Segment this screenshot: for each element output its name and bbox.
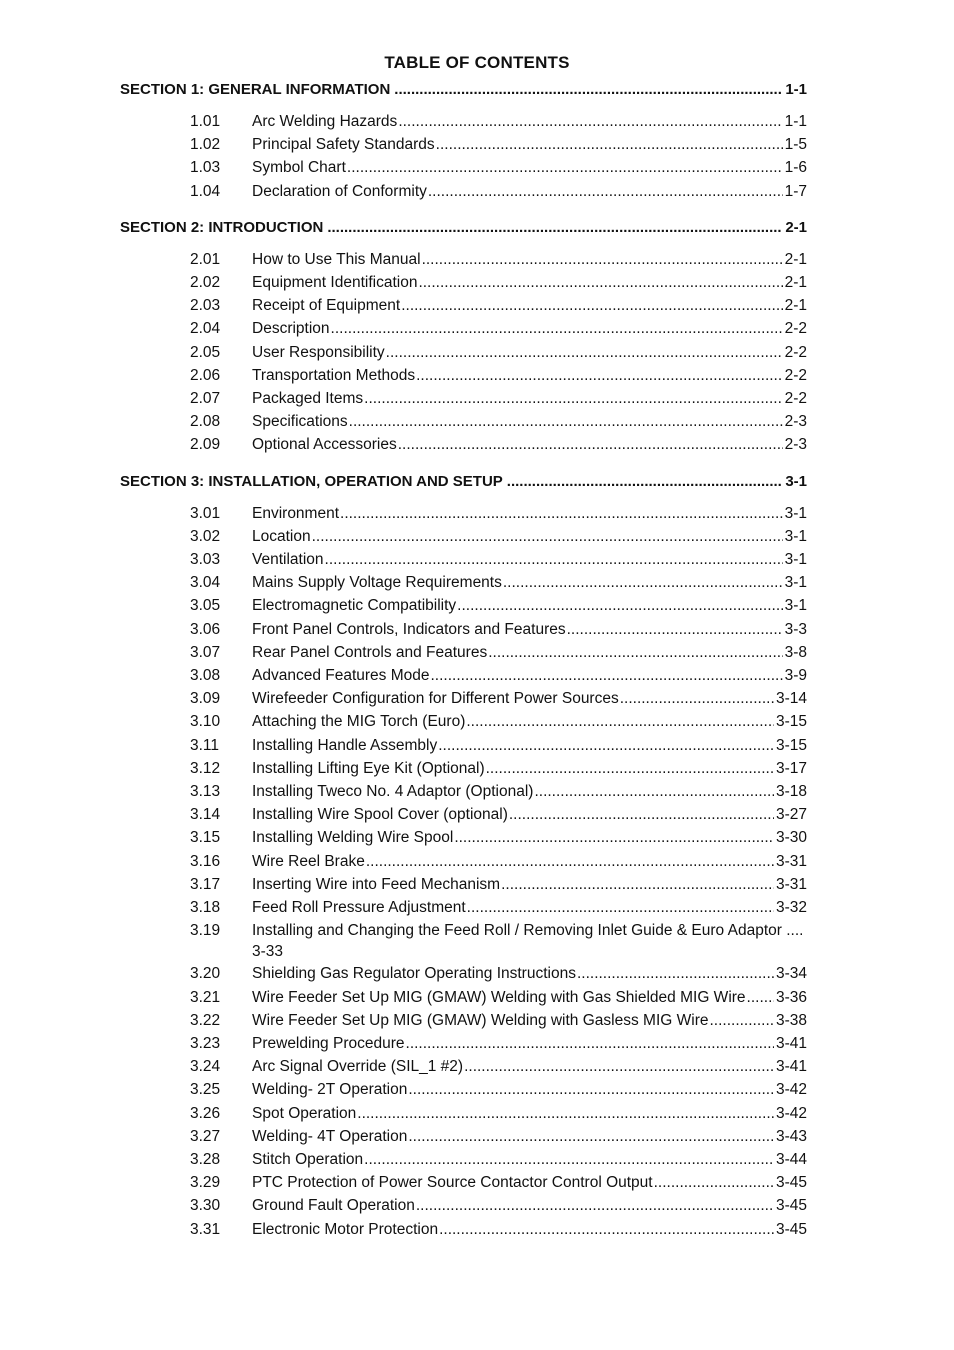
entry-number: 3.09 <box>190 690 221 708</box>
dot-leader <box>422 248 783 271</box>
entry-title: Prewelding Procedure <box>252 1034 405 1052</box>
dot-leader <box>467 896 774 919</box>
section-title: SECTION 1: GENERAL INFORMATION <box>120 81 391 98</box>
entry-page-number: 3-9 <box>784 667 807 685</box>
entry-page-number: 3-8 <box>784 643 807 661</box>
entry-title: Packaged Items <box>252 390 364 408</box>
entry-body <box>252 641 807 664</box>
entry-title: Ground Fault Operation <box>252 1197 415 1215</box>
entry-body <box>252 803 807 826</box>
entry-title: Shielding Gas Regulator Operating Instructions <box>252 965 576 983</box>
entry-body <box>252 1148 807 1171</box>
entry-number: 3.04 <box>190 574 221 592</box>
dot-leader <box>654 1171 774 1194</box>
entry-title: Mains Supply Voltage Requirements <box>252 574 502 592</box>
entry-page-number: 3-42 <box>775 1081 807 1099</box>
entry-page-number: 2-1 <box>784 297 807 315</box>
toc-entry[interactable] <box>120 962 807 985</box>
entry-page-number: 3-15 <box>775 736 807 754</box>
entry-title: Equipment Identification <box>252 274 418 292</box>
entry-number: 3.28 <box>190 1150 221 1168</box>
toc-entry[interactable] <box>120 1218 807 1241</box>
dot-leader <box>366 850 774 873</box>
entry-number: 2.06 <box>190 366 221 384</box>
entry-title: Welding- 2T Operation <box>252 1081 408 1099</box>
entry-page-number: 2-3 <box>784 413 807 431</box>
entry-body <box>252 433 807 456</box>
section-page-number: 2-1 <box>785 218 807 236</box>
entry-body <box>252 271 807 294</box>
dot-leader <box>349 410 783 433</box>
entry-body <box>252 133 807 156</box>
entry-body <box>252 341 807 364</box>
entry-page-number: 3-15 <box>775 713 807 731</box>
entry-title: Description <box>252 320 330 338</box>
entry-page-number: 3-31 <box>775 852 807 870</box>
entry-number: 3.05 <box>190 597 221 615</box>
toc-entry[interactable] <box>120 1032 807 1055</box>
entry-title: Rear Panel Controls and Features <box>252 643 488 661</box>
toc-entry[interactable] <box>120 734 807 757</box>
dot-leader <box>501 873 774 896</box>
entry-page-number: 3-41 <box>775 1058 807 1076</box>
entry-number: 3.27 <box>190 1127 221 1145</box>
entry-body <box>252 1078 807 1101</box>
section-heading[interactable] <box>120 78 807 101</box>
entry-number: 1.03 <box>190 159 221 177</box>
entry-body <box>252 734 807 757</box>
entry-number: 2.08 <box>190 413 221 431</box>
entry-title: Location <box>252 527 311 545</box>
dot-leader <box>401 294 782 317</box>
entry-title: How to Use This Manual <box>252 250 421 268</box>
entry-page-number: 3-18 <box>775 783 807 801</box>
entry-title: Installing Tweco No. 4 Adaptor (Optional) <box>252 783 534 801</box>
entry-page-number: 3-1 <box>784 504 807 522</box>
dot-leader <box>486 757 774 780</box>
entry-body <box>252 1194 807 1217</box>
entry-page-number: 3-45 <box>775 1197 807 1215</box>
dot-leader <box>347 156 783 179</box>
entry-page-number: 3-1 <box>784 574 807 592</box>
toc-entry[interactable] <box>120 364 807 387</box>
entry-title: Stitch Operation <box>252 1150 364 1168</box>
entry-page-number: 2-2 <box>784 366 807 384</box>
toc-entry[interactable] <box>120 641 807 664</box>
toc-entry[interactable] <box>120 410 807 433</box>
toc-entry[interactable] <box>120 180 807 203</box>
entry-number: 3.15 <box>190 829 221 847</box>
dot-leader <box>325 548 783 571</box>
toc-entry[interactable] <box>120 896 807 919</box>
toc-entry[interactable] <box>120 757 807 780</box>
dot-leader <box>416 1194 774 1217</box>
entry-body <box>252 687 807 710</box>
entry-page-number: 2-3 <box>784 436 807 454</box>
toc-entry[interactable] <box>120 110 807 133</box>
entry-number: 3.13 <box>190 783 221 801</box>
entry-page-number: 3-42 <box>775 1104 807 1122</box>
entry-number: 3.16 <box>190 852 221 870</box>
entry-number: 3.06 <box>190 620 221 638</box>
entry-title: Electromagnetic Compatibility <box>252 597 457 615</box>
dot-leader <box>394 78 781 101</box>
entry-title: Electronic Motor Protection <box>252 1220 439 1238</box>
entry-page-number: 3-1 <box>784 551 807 569</box>
entry-number: 3.17 <box>190 875 221 893</box>
entry-body <box>252 757 807 780</box>
entry-page-number: 3-44 <box>775 1150 807 1168</box>
table-of-contents <box>120 78 807 1254</box>
entry-title: Installing Lifting Eye Kit (Optional) <box>252 759 485 777</box>
dot-leader <box>364 387 782 410</box>
entry-body <box>252 780 807 803</box>
entry-number: 3.31 <box>190 1220 221 1238</box>
entry-number: 3.24 <box>190 1058 221 1076</box>
toc-entry[interactable] <box>120 780 807 803</box>
entry-title: Wire Feeder Set Up MIG (GMAW) Welding with Gas Shielded MIG Wire <box>252 988 746 1006</box>
entry-page-number: 3-43 <box>775 1127 807 1145</box>
entry-page-number: 3-45 <box>775 1220 807 1238</box>
entry-body <box>252 317 807 340</box>
section-title: SECTION 3: INSTALLATION, OPERATION AND SETUP <box>120 472 503 490</box>
entry-number: 3.03 <box>190 551 221 569</box>
entry-body <box>252 387 807 410</box>
entry-page-number: 3-17 <box>775 759 807 777</box>
page-title: TABLE OF CONTENTS <box>384 53 570 72</box>
entry-number: 2.01 <box>190 250 221 268</box>
entry-title: Advanced Features Mode <box>252 667 430 685</box>
dot-leader <box>406 1032 774 1055</box>
entry-number: 3.19 <box>190 922 221 940</box>
entry-number: 3.25 <box>190 1081 221 1099</box>
section-title: SECTION 2: INTRODUCTION <box>120 218 324 236</box>
entry-body <box>252 896 807 919</box>
dot-leader <box>312 525 783 548</box>
entry-body <box>252 525 807 548</box>
entry-number: 3.01 <box>190 504 221 522</box>
entry-body <box>252 110 807 133</box>
entry-title: Environment <box>252 504 340 522</box>
toc-entry[interactable] <box>120 687 807 710</box>
entry-body <box>252 920 807 962</box>
entry-body <box>252 180 807 203</box>
entry-page-number: 3-3 <box>784 620 807 638</box>
entry-page-number: 2-1 <box>784 250 807 268</box>
section-page-number: 1-1 <box>785 81 807 98</box>
entry-title: Front Panel Controls, Indicators and Features <box>252 620 566 638</box>
entry-page-number: 3-27 <box>775 806 807 824</box>
entry-title: Declaration of Conformity <box>252 182 427 200</box>
entry-title: Arc Welding Hazards <box>252 113 398 130</box>
entry-number: 3.02 <box>190 527 221 545</box>
entry-body <box>252 850 807 873</box>
dot-leader <box>488 641 782 664</box>
dot-leader <box>439 1218 774 1241</box>
toc-entry[interactable] <box>120 271 807 294</box>
entry-page-number: 3-31 <box>775 875 807 893</box>
entry-title: Installing Handle Assembly <box>252 736 438 754</box>
entry-title: Symbol Chart <box>252 159 346 177</box>
entry-number: 1.02 <box>190 136 221 154</box>
dot-leader <box>408 1125 774 1148</box>
entry-body <box>252 618 807 641</box>
toc-entry[interactable] <box>120 986 807 1009</box>
dot-leader <box>503 571 783 594</box>
toc-entry[interactable] <box>120 919 807 962</box>
dot-leader <box>567 618 783 641</box>
dot-leader <box>431 664 783 687</box>
toc-entry[interactable] <box>120 594 807 617</box>
section-page-number: 3-1 <box>785 472 807 490</box>
entry-number: 3.08 <box>190 667 221 685</box>
entry-body <box>252 962 807 985</box>
entry-page-number: 2-2 <box>784 390 807 408</box>
entry-title: PTC Protection of Power Source Contactor Control Output <box>252 1174 653 1192</box>
entry-number: 2.07 <box>190 390 221 408</box>
entry-number: 3.26 <box>190 1104 221 1122</box>
entry-title: Principal Safety Standards <box>252 136 435 154</box>
entry-body <box>252 1125 807 1148</box>
toc-entry[interactable] <box>120 1102 807 1125</box>
entry-title: Ventilation <box>252 551 324 569</box>
toc-entry[interactable] <box>120 571 807 594</box>
toc-entry[interactable] <box>120 341 807 364</box>
dot-leader <box>464 1055 774 1078</box>
entry-body <box>252 502 807 525</box>
entry-title: Arc Signal Override (SIL_1 #2) <box>252 1058 464 1076</box>
toc-entry[interactable] <box>120 1125 807 1148</box>
entry-title: Installing Wire Spool Cover (optional) <box>252 806 508 824</box>
entry-body <box>252 1102 807 1125</box>
entry-title: User Responsibility <box>252 343 385 361</box>
toc-entry[interactable] <box>120 664 807 687</box>
entry-body <box>252 156 807 179</box>
entry-page-number: 1-7 <box>784 182 807 200</box>
dot-leader <box>620 687 774 710</box>
toc-entry[interactable] <box>120 156 807 179</box>
toc-entry[interactable] <box>120 317 807 340</box>
toc-entry[interactable] <box>120 1055 807 1078</box>
dot-leader <box>327 216 781 239</box>
toc-entry[interactable] <box>120 502 807 525</box>
section-heading[interactable] <box>120 216 807 239</box>
dot-leader <box>507 470 782 493</box>
entry-body <box>252 1171 807 1194</box>
entry-number: 3.29 <box>190 1174 221 1192</box>
entry-number: 2.09 <box>190 436 221 454</box>
entry-body <box>252 1055 807 1078</box>
toc-entry[interactable] <box>120 133 807 156</box>
toc-entry[interactable] <box>120 803 807 826</box>
entry-body <box>252 1009 807 1032</box>
entry-title: Wire Feeder Set Up MIG (GMAW) Welding with Gasless MIG Wire <box>252 1011 709 1029</box>
toc-entry[interactable] <box>120 873 807 896</box>
dot-leader <box>577 962 774 985</box>
toc-entry[interactable] <box>120 1171 807 1194</box>
entry-page-number: 3-1 <box>784 597 807 615</box>
entry-page-number: 3-45 <box>775 1174 807 1192</box>
entry-number: 3.12 <box>190 759 221 777</box>
entry-body <box>252 594 807 617</box>
section-entries <box>120 502 807 1241</box>
dot-leader <box>416 364 782 387</box>
entry-number: 3.20 <box>190 965 221 983</box>
entry-number: 2.03 <box>190 297 221 315</box>
entry-page-number: 3-32 <box>775 899 807 917</box>
entry-title: Installing Welding Wire Spool <box>252 829 454 847</box>
entry-number: 3.14 <box>190 806 221 824</box>
dot-leader <box>408 1078 774 1101</box>
toc-entry[interactable] <box>120 433 807 456</box>
entry-number: 2.04 <box>190 320 221 338</box>
entry-title: Welding- 4T Operation <box>252 1127 408 1145</box>
entry-title: Wire Reel Brake <box>252 852 365 870</box>
dot-leader <box>436 133 783 156</box>
toc-entry[interactable] <box>120 1148 807 1171</box>
entry-title: Transportation Methods <box>252 366 416 384</box>
entry-body <box>252 873 807 896</box>
toc-entry[interactable] <box>120 1078 807 1101</box>
entry-number: 3.18 <box>190 899 221 917</box>
entry-title: Specifications <box>252 413 348 431</box>
entry-number: 3.21 <box>190 988 221 1006</box>
entry-page-number: 3-36 <box>775 988 807 1006</box>
dot-leader <box>340 502 783 525</box>
entry-body <box>252 571 807 594</box>
entry-page-number: 3-34 <box>775 965 807 983</box>
entry-title: Feed Roll Pressure Adjustment <box>252 899 466 917</box>
entry-number: 3.23 <box>190 1034 221 1052</box>
entry-title: Receipt of Equipment <box>252 297 401 315</box>
dot-leader <box>364 1148 774 1171</box>
section-entries <box>120 248 807 457</box>
toc-entry[interactable] <box>120 618 807 641</box>
entry-body <box>252 364 807 387</box>
entry-number: 2.05 <box>190 343 221 361</box>
entry-title: Wirefeeder Configuration for Different Power Sources <box>252 690 619 708</box>
toc-entry[interactable] <box>120 525 807 548</box>
dot-leader <box>428 180 783 203</box>
entry-page-number: 2-2 <box>784 343 807 361</box>
dot-leader <box>466 710 774 733</box>
entry-title: Optional Accessories <box>252 436 397 454</box>
toc-entry[interactable] <box>120 248 807 271</box>
entry-page-number: 1-5 <box>784 136 807 154</box>
entry-page-number: 2-2 <box>784 320 807 338</box>
entry-body <box>252 1032 807 1055</box>
toc-entry[interactable] <box>120 387 807 410</box>
entry-number: 1.04 <box>190 182 221 200</box>
entry-number: 3.11 <box>190 736 220 754</box>
entry-body <box>252 548 807 571</box>
toc-entry[interactable] <box>120 1194 807 1217</box>
entry-body <box>252 410 807 433</box>
dot-leader <box>457 594 782 617</box>
dot-leader <box>331 317 783 340</box>
entry-body <box>252 664 807 687</box>
toc-entry[interactable] <box>120 1009 807 1032</box>
dot-leader <box>357 1102 774 1125</box>
dot-leader <box>398 433 783 456</box>
dot-leader <box>454 826 774 849</box>
toc-entry[interactable] <box>120 850 807 873</box>
entry-page-number: 3-30 <box>775 829 807 847</box>
dot-leader <box>398 110 782 133</box>
entry-number: 2.02 <box>190 274 221 292</box>
dot-leader <box>418 271 782 294</box>
entry-body <box>252 294 807 317</box>
entry-page-number: 1-6 <box>784 159 807 177</box>
dot-leader <box>709 1009 773 1032</box>
toc-entry[interactable] <box>120 826 807 849</box>
entry-page-number: 3-1 <box>784 527 807 545</box>
dot-leader <box>386 341 783 364</box>
entry-number: 3.10 <box>190 713 221 731</box>
dot-leader <box>438 734 774 757</box>
entry-title: Inserting Wire into Feed Mechanism <box>252 875 501 893</box>
section-entries <box>120 110 807 203</box>
toc-entry[interactable] <box>120 710 807 733</box>
entry-page-number: 3-41 <box>775 1034 807 1052</box>
entry-title: Spot Operation <box>252 1104 357 1122</box>
entry-body <box>252 710 807 733</box>
dot-leader <box>747 986 774 1009</box>
entry-page-number: 2-1 <box>784 274 807 292</box>
entry-body <box>252 248 807 271</box>
section-heading[interactable] <box>120 470 807 493</box>
entry-number: 3.22 <box>190 1011 221 1029</box>
entry-number: 1.01 <box>190 113 221 130</box>
toc-entry[interactable] <box>120 294 807 317</box>
dot-leader <box>509 803 774 826</box>
entry-page-number: 3-14 <box>775 690 807 708</box>
entry-page-number: 3-38 <box>775 1011 807 1029</box>
entry-title: Attaching the MIG Torch (Euro) <box>252 713 466 731</box>
toc-entry[interactable] <box>120 548 807 571</box>
dot-leader <box>534 780 774 803</box>
entry-body <box>252 826 807 849</box>
entry-body <box>252 1218 807 1241</box>
entry-number: 3.07 <box>190 643 221 661</box>
entry-title: Installing and Changing the Feed Roll / Removing Inlet Guide & Euro Adaptor .... 3-33 <box>252 922 804 961</box>
entry-body <box>252 986 807 1009</box>
entry-page-number: 1-1 <box>784 113 807 130</box>
entry-number: 3.30 <box>190 1197 221 1215</box>
